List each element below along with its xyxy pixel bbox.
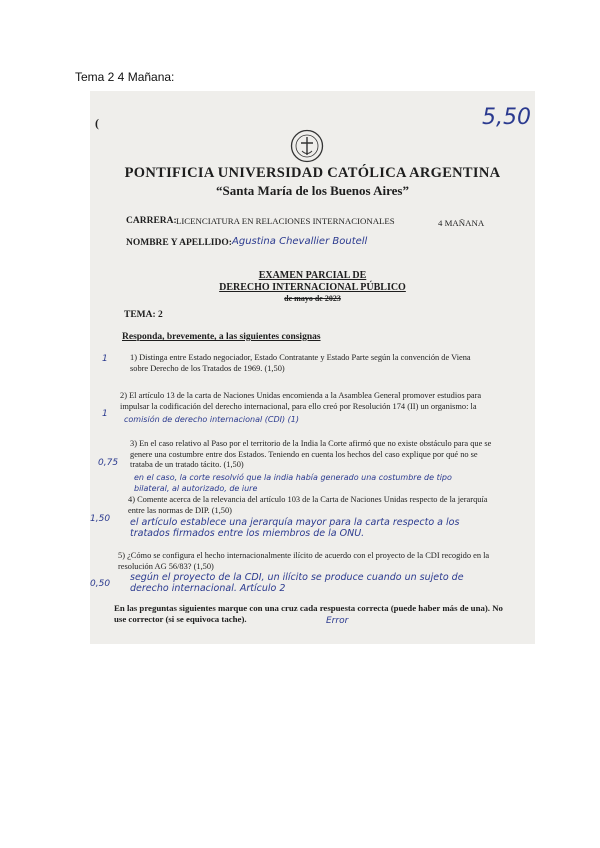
left-margin-mark: ( [95,116,99,130]
question-4-text: 4) Comente acerca de la relevancia del artículo 103 de la Carta de Naciones Unidas respecto de la jerarquía entre las normas de DIP. (1,50) [128,495,488,515]
tema: TEMA: 2 [124,310,163,320]
question-3-answer: en el caso, la corte resolvió que la india había generado una costumbre de tipo bilateral, al autorizado, de iure [134,473,452,493]
question-1-text: 1) Distinga entre Estado negociador, Estado Contratante y Estado Parte según la convención de Viena sobre Derecho de los Tratados de 1969. (1,50) [130,353,471,373]
question-3-text: 3) En el caso relativo al Paso por el territorio de la India la Corte afirmó que no existe obstáculo para que se genere una costumbre entre dos Estados. Teniendo en cuenta los hechos del caso explique por qué no se trataba de un tratado tácito. (1,50) [130,439,492,469]
scanned-exam-sheet [90,91,535,644]
exam-date: de mayo de 2023 [284,294,341,303]
question-1-mark: 1 [102,354,108,364]
question-5-text: 5) ¿Cómo se configura el hecho internacionalmente ilícito de acuerdo con el proyecto de la CDI recogido en la resolución AG 56/83? (1,50) [118,551,490,571]
university-motto: “Santa María de los Buenos Aires” [216,183,409,198]
turno: 4 MAÑANA [438,218,485,228]
question-3-mark: 0,75 [98,458,119,468]
exam-title-line-2: DERECHO INTERNACIONAL PÚBLICO [219,282,406,293]
nombre-value: Agustina Chevallier Boutell [232,236,368,247]
carrera-value: LICENCIATURA EN RELACIONES INTERNACIONALES [176,216,395,226]
carrera-label: CARRERA: [126,216,177,226]
question-5-mark: 0,50 [90,579,111,589]
page-caption: Tema 2 4 Mañana: [75,70,175,84]
footer-handwritten: Error [326,616,349,626]
exam-title-line-1: EXAMEN PARCIAL DE [258,270,367,281]
question-2-text: 2) El artículo 13 de la carta de Naciones Unidas encomienda a la Asamblea General promover estudios para impulsar la codificación del derecho internacional, para ello creó por Resolución 174 (II) un organismo: la [120,391,482,411]
question-2-mark: 1 [102,409,108,419]
nombre-label: NOMBRE Y APELLIDO: [126,238,232,248]
instructions: Responda, brevemente, a las siguientes consignas [122,332,321,342]
handwritten-score: 5,50 [482,105,531,130]
footer-instructions: En las preguntas siguientes marque con una cruz cada respuesta correcta (puede haber más de una). No use corrector (si se equivoca tache). [114,603,503,624]
question-5-answer: según el proyecto de la CDI, un ilícito se produce cuando un sujeto de derecho internacional. Artículo 2 [130,572,464,594]
question-4-mark: 1,50 [90,514,111,524]
question-2-answer: comisión de derecho internacional (CDI) (1) [124,415,299,424]
university-emblem-icon [290,129,324,163]
university-name: PONTIFICIA UNIVERSIDAD CATÓLICA ARGENTINA [124,165,501,181]
question-4-answer: el artículo establece una jerarquía mayor para la carta respecto a los tratados firmados entre los miembros de la ONU. [130,517,460,539]
